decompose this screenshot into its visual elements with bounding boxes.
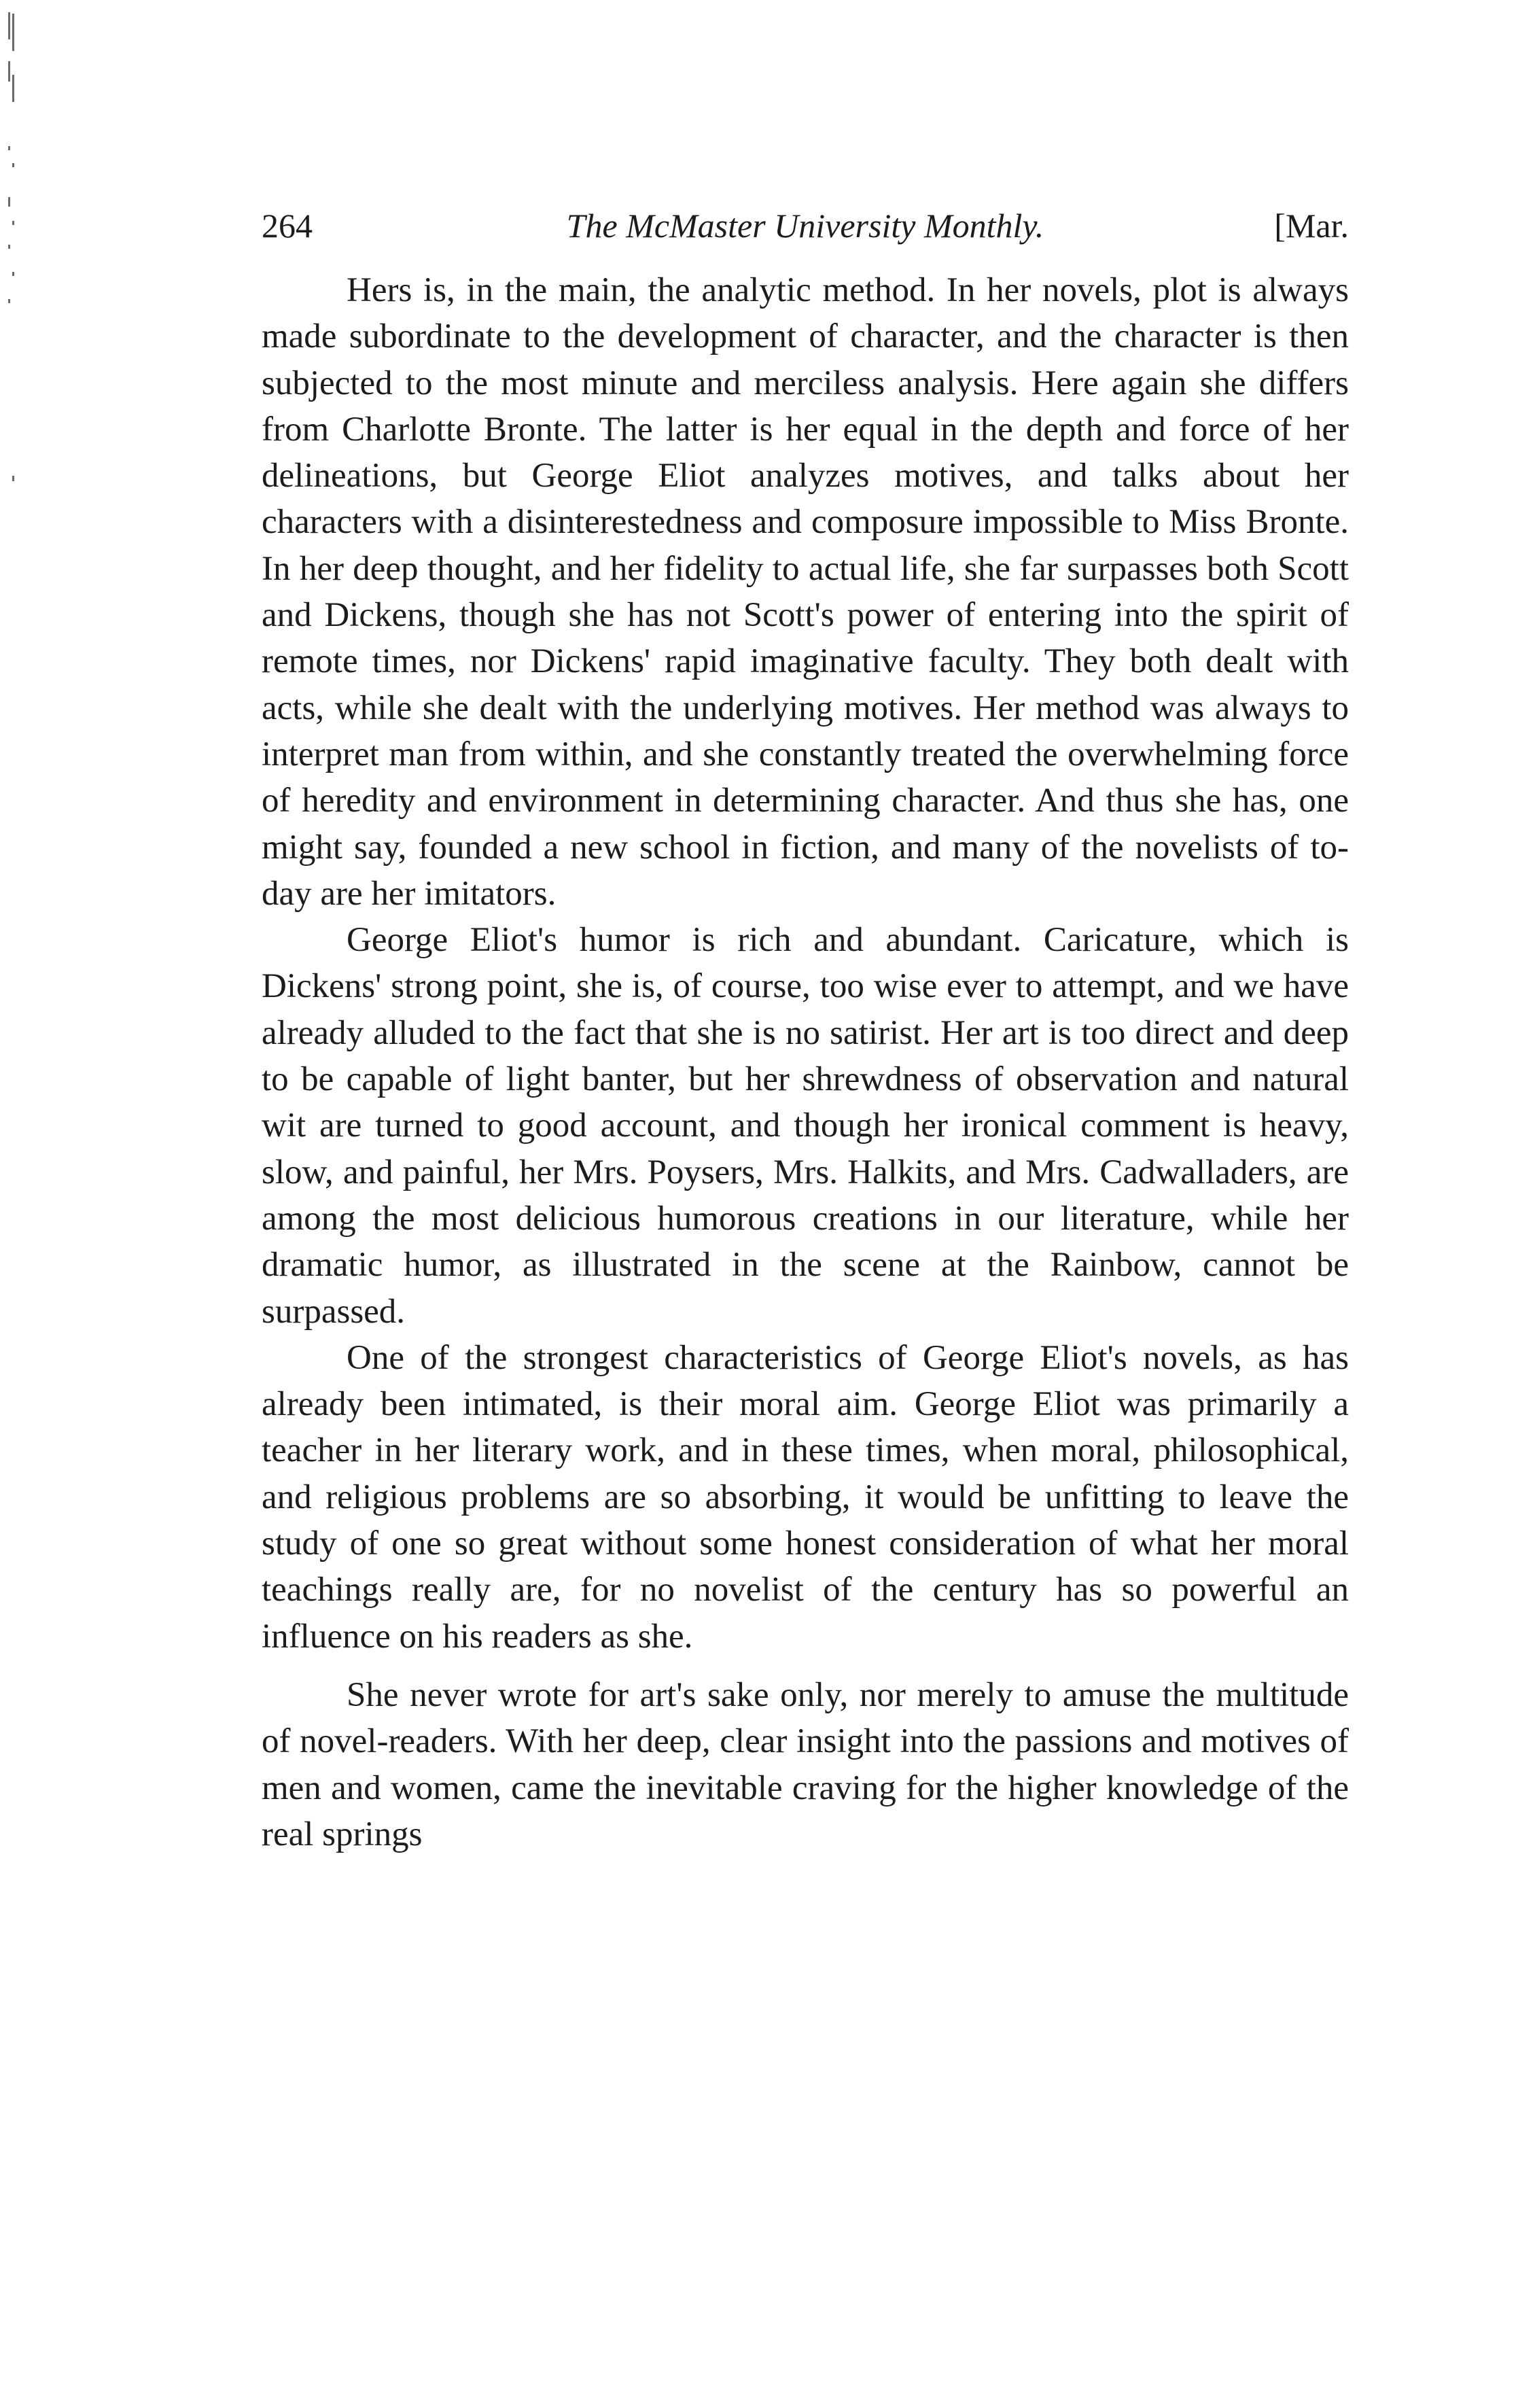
scan-edge-marks bbox=[0, 0, 27, 544]
paragraph: Hers is, in the main, the analytic method. In her novels, plot is always made subordinate to the development of character, and the character is then subjected to the most minute and merciless analysis. Here again she differs from Charlotte Bronte. The latter is her equal in the depth and force of her delineations, but George Eliot analyzes motives, and talks about her characters with a disinterestedness and composure impossible to Miss Bronte. In her deep thought, and her fidelity to actual life, she far surpasses both Scott and Dickens, though she has not Scott's power of entering into the spirit of remote times, nor Dickens' rapid imaginative faculty. They both dealt with acts, while she dealt with the underlying motives. Her method was always to interpret man from within, and she constantly treated the overwhelming force of heredity and environment in determining character. And thus she has, one might say, founded a new school in fiction, and many of the novelists of to-day are her imitators. bbox=[262, 271, 1349, 913]
paragraph: George Eliot's humor is rich and abundant. Caricature, which is Dickens' strong point, she is, of course, too wise ever to attempt, and we have already alluded to the fact that she is no satirist. Her art is too direct and deep to be capable of light banter, but her shrewdness of observation and natural wit are turned to good account, and though her ironical comment is heavy, slow, and painful, her Mrs. Poysers, Mrs. Halkits, and Mrs. Cadwalladers, are among the most delicious humorous creations in our literature, while her dramatic humor, as illustrated in the scene at the Rainbow, cannot be surpassed. bbox=[262, 921, 1349, 1331]
running-head bbox=[262, 198, 1349, 253]
article-body bbox=[262, 267, 1349, 1857]
paragraph: One of the strongest characteristics of George Eliot's novels, as has already been intimated, is their moral aim. George Eliot was primarily a teacher in her literary work, and in these times, when moral, philosophical, and religious problems are so absorbing, it would be unfitting to leave the study of one so great without some honest consideration of what her moral teachings really are, for no novelist of the century has so powerful an influence on his readers as she. bbox=[262, 1338, 1349, 1656]
journal-title: The McMaster University Monthly. bbox=[566, 207, 1044, 245]
paragraph: She never wrote for art's sake only, nor merely to amuse the multitude of novel-readers. With her deep, clear insight into the passions and motives of men and women, came the inevitable craving for the higher knowledge of the real springs bbox=[262, 1675, 1349, 1853]
page-number: 264 bbox=[262, 207, 313, 245]
issue-month: [Mar. bbox=[1274, 207, 1349, 245]
